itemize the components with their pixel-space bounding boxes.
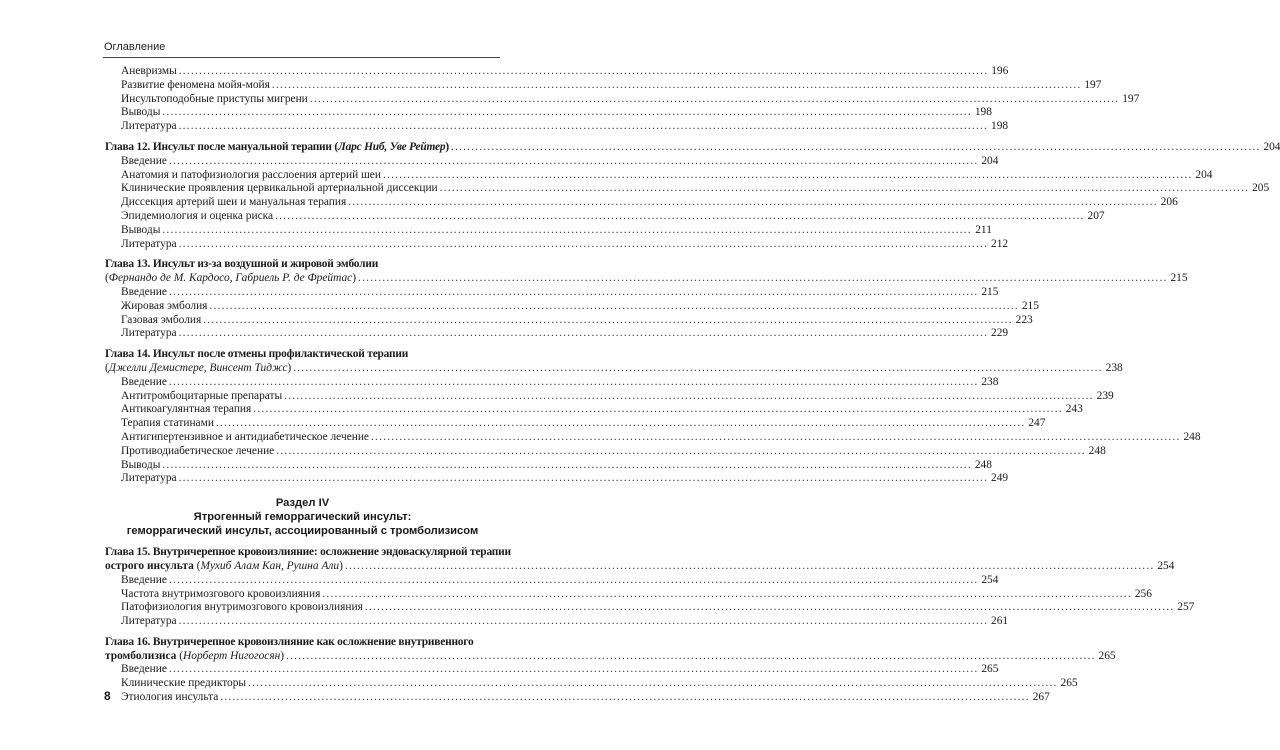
section-heading xyxy=(105,496,500,538)
toc-entry[interactable]: Введение ........................................................................................................................................................................................................ 204 xyxy=(121,154,999,167)
toc-entry[interactable]: Патофизиология внутримозгового кровоизлияния ........................................................................................................................................................................................................ 257 xyxy=(121,601,1195,614)
chapter-title-continued[interactable]: тромболизиса (Норберт Нигогосян) ........................................................................................................................................................................................................ 265 xyxy=(105,649,1116,662)
chapter-authors: Джелли Демистере, Винсент Тиджс xyxy=(108,361,288,374)
chapter-14 xyxy=(105,348,1201,486)
toc-entry[interactable]: Введение ........................................................................................................................................................................................................ 238 xyxy=(121,375,999,388)
chapter-12 xyxy=(105,140,1280,251)
toc-entry[interactable]: Введение ........................................................................................................................................................................................................ 265 xyxy=(121,663,999,676)
chapter-13 xyxy=(105,258,1188,341)
toc-entry[interactable]: Введение ........................................................................................................................................................................................................ 254 xyxy=(121,573,999,586)
toc-entry[interactable]: Выводы ........................................................................................................................................................................................................ 248 xyxy=(121,458,992,471)
toc-entry[interactable]: Газовая эмболия ........................................................................................................................................................................................................ 223 xyxy=(121,313,1033,326)
toc-entry[interactable]: Противодиабетическое лечение ........................................................................................................................................................................................................ 248 xyxy=(121,444,1106,457)
chapter-authors: Фернандо де М. Кардосо, Габриель Р. де Фрейтас xyxy=(108,272,353,285)
chapter-title[interactable]: Глава 12. Инсульт после мануальной терапии (Ларс Ниб, Уве Рейтер) ........................................................................................................................................................................................................ 204 xyxy=(105,140,1280,153)
toc-entry[interactable]: Антикоагулянтная терапия ........................................................................................................................................................................................................ 243 xyxy=(121,403,1083,416)
chapter-authors: Ларс Ниб, Уве Рейтер xyxy=(338,140,446,153)
toc-entry[interactable]: Аневризмы ........................................................................................................................................................................................................ 196 xyxy=(121,65,1009,77)
chapter-16 xyxy=(105,635,1116,705)
chapter-15 xyxy=(105,546,1195,629)
toc-entry[interactable]: Терапия статинами ........................................................................................................................................................................................................ 247 xyxy=(121,417,1046,430)
toc-entry[interactable]: Этиология инсульта ........................................................................................................................................................................................................ 267 xyxy=(121,691,1050,704)
chapter-authors-line[interactable]: (Джелли Демистере, Винсент Тиджс) ........................................................................................................................................................................................................ 238 xyxy=(105,361,1123,374)
toc-entry[interactable]: Литература ........................................................................................................................................................................................................ 249 xyxy=(121,472,1009,485)
toc-entry[interactable]: Частота внутримозгового кровоизлияния ........................................................................................................................................................................................................ 256 xyxy=(121,587,1152,600)
chapter-title[interactable]: Глава 14. Инсульт после отмены профилактической терапии xyxy=(105,348,409,361)
table-of-contents xyxy=(105,65,1280,705)
toc-entry[interactable]: Выводы ........................................................................................................................................................................................................ 211 xyxy=(121,223,992,236)
toc-entry[interactable]: Литература ........................................................................................................................................................................................................ 229 xyxy=(121,327,1009,340)
toc-entry[interactable]: Литература ........................................................................................................................................................................................................ 198 xyxy=(121,120,1009,133)
chapter-title[interactable]: Глава 15. Внутричерепное кровоизлияние: осложнение эндоваскулярной терапии xyxy=(105,546,511,559)
header-rule xyxy=(103,57,500,58)
chapter-authors: Норберт Нигогосян xyxy=(183,649,281,662)
toc-entry[interactable]: Выводы ........................................................................................................................................................................................................ 198 xyxy=(121,106,992,119)
toc-entry[interactable]: Антигипертензивное и антидиабетическое лечение ........................................................................................................................................................................................................ 248 xyxy=(121,430,1201,443)
toc-entry[interactable]: Клинические предикторы ........................................................................................................................................................................................................ 265 xyxy=(121,677,1078,690)
toc-entry[interactable]: Жировая эмболия ........................................................................................................................................................................................................ 215 xyxy=(121,299,1039,312)
toc-entry[interactable]: Антитромбоцитарные препараты ........................................................................................................................................................................................................ 239 xyxy=(121,389,1114,402)
toc-entry[interactable]: Инсультоподобные приступы мигрени ........................................................................................................................................................................................................ 197 xyxy=(121,92,1140,105)
chapter-11-continued xyxy=(105,65,1140,134)
toc-entry[interactable]: Клинические проявления цервикальной артериальной диссекции ........................................................................................................................................................................................................ 205 xyxy=(121,182,1270,195)
toc-entry[interactable]: Анатомия и патофизиология расслоения артерий шеи ........................................................................................................................................................................................................ 204 xyxy=(121,168,1213,181)
chapter-title[interactable]: Глава 13. Инсульт из-за воздушной и жировой эмболии xyxy=(105,258,379,271)
section-title-line-1: Ятрогенный геморрагический инсульт: xyxy=(193,511,412,524)
toc-entry[interactable]: Диссекция артерий шеи и мануальная терапия ........................................................................................................................................................................................................ 206 xyxy=(121,196,1178,209)
chapter-authors: Мухиб Алам Кан, Рушна Али xyxy=(200,559,340,572)
section-number: Раздел IV xyxy=(275,497,330,510)
section-title-line-2: геморрагический инсульт, ассоциированный с тромболизисом xyxy=(126,525,479,538)
chapter-title-continued[interactable]: острого инсульта (Мухиб Алам Кан, Рушна Али) ........................................................................................................................................................................................................ 254 xyxy=(105,559,1175,572)
running-head: Оглавление xyxy=(104,41,166,53)
toc-entry[interactable]: Развитие феномена мойя-мойя ........................................................................................................................................................................................................ 197 xyxy=(121,78,1102,91)
page-number: 8 xyxy=(104,689,111,703)
toc-entry[interactable]: Введение ........................................................................................................................................................................................................ 215 xyxy=(121,285,999,298)
toc-entry[interactable]: Эпидемиология и оценка риска ........................................................................................................................................................................................................ 207 xyxy=(121,209,1105,222)
chapter-authors-line[interactable]: (Фернандо де М. Кардосо, Габриель Р. де Фрейтас) ........................................................................................................................................................................................................ 215 xyxy=(105,272,1188,285)
toc-entry[interactable]: Литература ........................................................................................................................................................................................................ 212 xyxy=(121,237,1009,250)
chapter-title[interactable]: Глава 16. Внутричерепное кровоизлияние как осложнение внутривенного xyxy=(105,635,474,648)
toc-entry[interactable]: Литература ........................................................................................................................................................................................................ 261 xyxy=(121,615,1009,628)
